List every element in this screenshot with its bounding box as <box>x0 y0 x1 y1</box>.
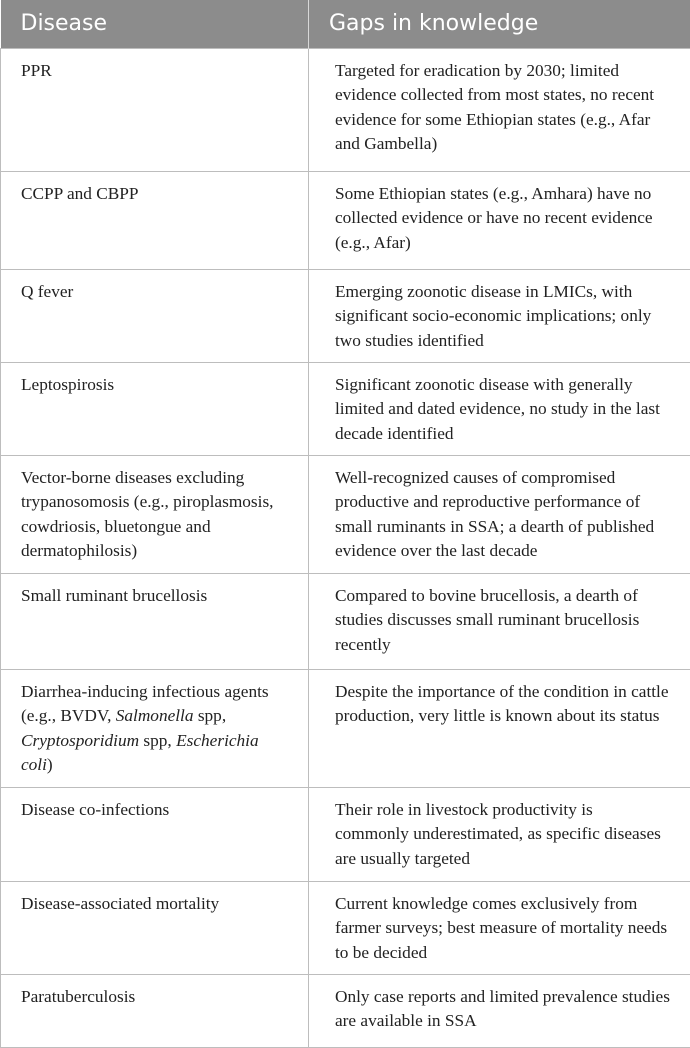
disease-text: spp, <box>194 706 227 725</box>
gaps-cell: Some Ethiopian states (e.g., Amhara) have no collected evidence or have no recent evidence (e.g., Afar) <box>309 171 690 269</box>
disease-cell: Leptospirosis <box>1 362 309 455</box>
table-row <box>1 787 690 881</box>
table-row <box>1 974 690 1047</box>
gaps-cell: Current knowledge comes exclusively from farmer surveys; best measure of mortality needs to be decided <box>309 881 690 974</box>
pathogen-name: Escherichia coli <box>21 731 259 775</box>
pathogen-name: Cryptosporidium <box>21 731 139 750</box>
gaps-cell: Compared to bovine brucellosis, a dearth of studies discusses small ruminant brucellosis recently <box>309 573 690 669</box>
disease-text: ) <box>47 755 53 774</box>
disease-text: spp, <box>139 731 176 750</box>
disease-cell: Paratuberculosis <box>1 974 309 1047</box>
table-row <box>1 171 690 269</box>
gaps-cell: Despite the importance of the condition in cattle production, very little is known about its status <box>309 669 690 787</box>
disease-cell: Vector-borne diseases excluding trypanosomosis (e.g., piroplasmosis, cowdriosis, bluetongue and dermatophilosis) <box>1 455 309 573</box>
gaps-cell: Well-recognized causes of compromised productive and reproductive performance of small ruminants in SSA; a dearth of published evidence over the last decade <box>309 455 690 573</box>
table-header <box>1 0 690 48</box>
disease-cell: Small ruminant brucellosis <box>1 573 309 669</box>
gaps-cell: Their role in livestock productivity is commonly underestimated, as specific diseases are usually targeted <box>309 787 690 881</box>
disease-cell <box>1 669 309 787</box>
disease-cell: Disease-associated mortality <box>1 881 309 974</box>
gaps-cell: Significant zoonotic disease with generally limited and dated evidence, no study in the last decade identified <box>309 362 690 455</box>
table-row <box>1 362 690 455</box>
table-row <box>1 48 690 171</box>
table-row <box>1 881 690 974</box>
disease-cell: Disease co-infections <box>1 787 309 881</box>
table-row <box>1 269 690 362</box>
column-header-disease: Disease <box>1 0 309 48</box>
disease-cell: Q fever <box>1 269 309 362</box>
pathogen-name: Salmonella <box>116 706 194 725</box>
table-row <box>1 455 690 573</box>
table-row <box>1 573 690 669</box>
gaps-cell: Only case reports and limited prevalence studies are available in SSA <box>309 974 690 1047</box>
header-row <box>1 0 690 48</box>
disease-cell: PPR <box>1 48 309 171</box>
disease-text: Diarrhea-inducing infectious agents (e.g., BVDV, <box>21 682 269 726</box>
gaps-cell: Emerging zoonotic disease in LMICs, with significant socio-economic implications; only two studies identified <box>309 269 690 362</box>
table-body <box>1 48 690 1047</box>
table-row <box>1 669 690 787</box>
disease-cell: CCPP and CBPP <box>1 171 309 269</box>
gaps-cell: Targeted for eradication by 2030; limited evidence collected from most states, no recent evidence for some Ethiopian states (e.g., Afar and Gambella) <box>309 48 690 171</box>
column-header-gaps: Gaps in knowledge <box>309 0 690 48</box>
